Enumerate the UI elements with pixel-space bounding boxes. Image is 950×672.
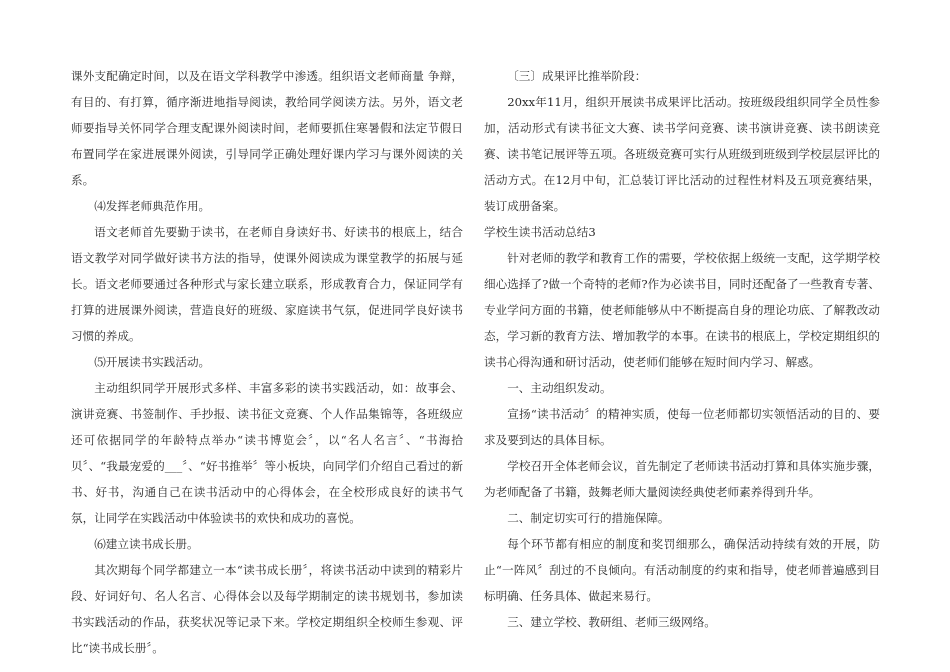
section-heading: ⑷发挥老师典范作用。 (94, 199, 211, 213)
paragraph: 宣扬“读书活动〞的精神实质，使每一位老师都切实领悟活动的目的、要求及要到达的具体目标。 (484, 407, 880, 447)
paragraph: 20xx年11月，组织开展读书成果评比活动。按班级段组织同学全员性参加，活动形式有读书征文大赛、读书学问竞赛、读书演讲竞赛、读书朗读竞赛、读书笔记展评等五项。各班级竞赛可实行从班级到班级到学校层层评比的活动方式。在12月中旬，汇总装订评比活动的过程性材料及五项竞赛结果，装订成册备案。 (484, 95, 880, 213)
right-column (484, 63, 880, 635)
paragraph: 其次期每个同学都建立一本“读书成长册〞，将读书活动中读到的精彩片段、好词好句、名人名言、心得体会以及每学期制定的读书规划书，参加读书实践活动的作品，获奖状况等记录下来。学校定期组织全校师生参观、评比“读书成长册〞。 (71, 563, 463, 655)
section-heading: 三、建立学校、教研组、老师三级网络。 (507, 615, 716, 629)
paragraph: 主动组织同学开展形式多样、丰富多彩的读书实践活动，如：故事会、演讲竞赛、书签制作、手抄报、读书征文竞赛、个人作品集锦等，各班级应还可依据同学的年龄特点举办“读书博览会〞，以“名人名言〞、“书海拾贝〞、“我最宠爱的___〞、“好书推举〞等小板块，向同学们介绍自己看过的新书、好书，沟通自己在读书活动中的心得体会，在全校形成良好的读书气氛，让同学在实践活动中体验读书的欢快和成功的喜悦。 (71, 381, 463, 525)
paragraph: 针对老师的教学和教育工作的需要，学校依据上级统一支配，这学期学校细心选择了?做一个奇特的老师?作为必读书目，同时还配备了一些教育专著、专业学问方面的书籍，使老师能够从中不断提高自身的理论功底、了解教改动态，学习新的教育方法、增加教学的本事。在读书的根底上，学校定期组织的读书心得沟通和研讨活动，使老师们能够在短时间内学习、解惑。 (484, 251, 880, 369)
section-heading: 二、制定切实可行的措施保障。 (507, 511, 670, 525)
paragraph: 每个环节都有相应的制度和奖罚细那么，确保活动持续有效的开展，防止“一阵风〞刮过的不良倾向。有活动制度的约束和指导，使老师普遍感到目标明确、任务具体、做起来易行。 (484, 537, 880, 603)
paragraph: 语文老师首先要勤于读书，在老师自身读好书、好读书的根底上，结合语文教学对同学做好读书方法的指导，使课外阅读成为课堂教学的拓展与延长。语文老师要通过各种形式与家长建立联系，形成教育合力，保证同学有打算的进展课外阅读，营造良好的班级、家庭读书气氛，促进同学良好读书习惯的养成。 (71, 225, 463, 343)
section-heading: ⑹建立读书成长册。 (94, 537, 199, 551)
left-column (71, 63, 463, 661)
section-heading: 〔三〕成果评比推举阶段： (507, 69, 647, 83)
section-heading: ⑸开展读书实践活动。 (94, 355, 211, 369)
paragraph: 课外支配确定时间，以及在语文学科教学中渗透。组织语文老师商量 争辩，有目的、有打算，循序渐进地指导阅读，教给同学阅读方法。另外，语文老师要指导关怀同学合理支配课外阅读时间，老师要抓住寒暑假和法定节假日布置同学在家进展课外阅读，引导同学正确处理好课内学习与课外阅读的关系。 (71, 69, 463, 187)
section-heading: 一、主动组织发动。 (507, 381, 612, 395)
document-title: 学校生读书活动总结3 (484, 225, 596, 239)
paragraph: 学校召开全体老师会议，首先制定了老师读书活动打算和具体实施步骤，为老师配备了书籍，鼓舞老师大量阅读经典使老师素养得到升华。 (484, 459, 880, 499)
